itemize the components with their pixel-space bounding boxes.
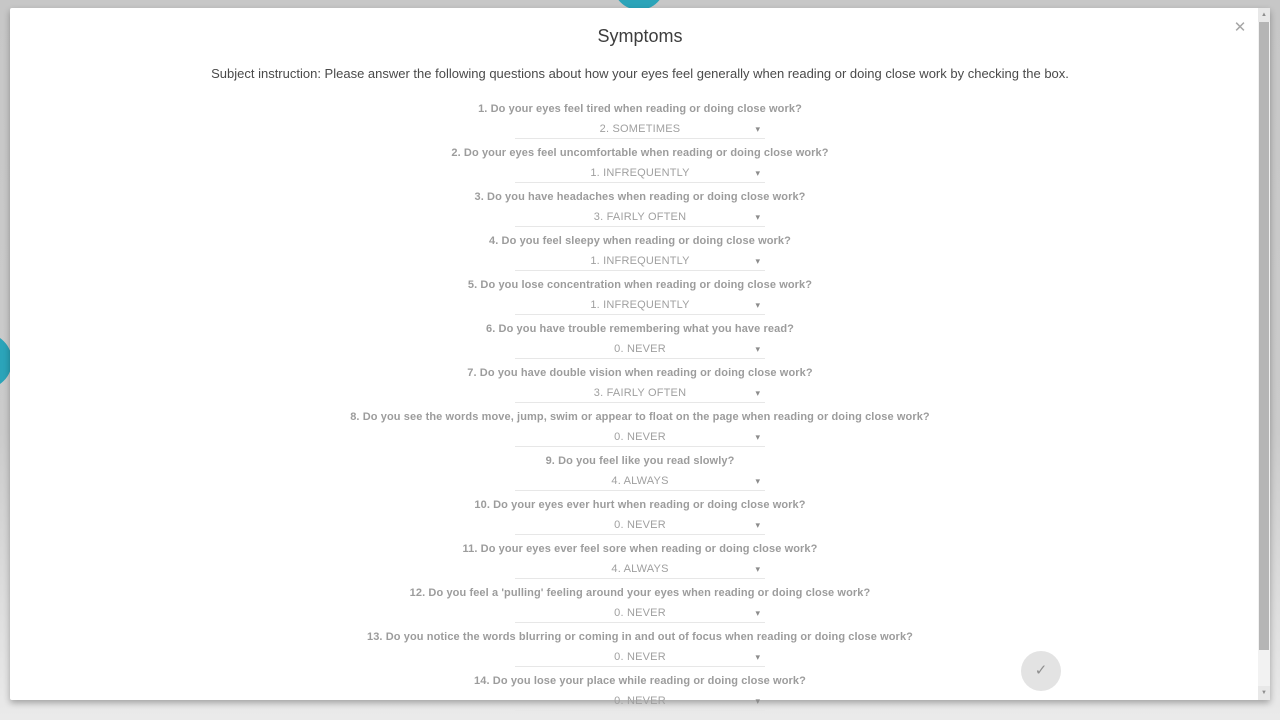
selected-option: 0. NEVER [614, 343, 666, 355]
chevron-down-icon: ▾ [755, 300, 760, 310]
question-label: 5. Do you lose concentration when reading or doing close work? [467, 279, 813, 291]
vertical-scrollbar[interactable] [1258, 8, 1270, 700]
selected-option: 1. INFREQUENTLY [590, 167, 690, 179]
question-block-2 [150, 147, 1130, 183]
symptom-select-13[interactable] [515, 648, 765, 667]
question-label: 12. Do you feel a 'pulling' feeling around your eyes when reading or doing close work? [409, 587, 871, 599]
chevron-down-icon: ▾ [755, 124, 760, 134]
selected-option: 1. INFREQUENTLY [590, 299, 690, 311]
scrollbar-thumb[interactable] [1259, 22, 1269, 650]
checkmark-icon: ✓ [1034, 662, 1048, 679]
question-block-14 [150, 675, 1130, 711]
symptom-select-12[interactable] [515, 604, 765, 623]
selected-option: 0. NEVER [614, 695, 666, 707]
subject-instruction: Subject instruction: Please answer the following questions about how your eyes feel generally when reading or doing close work by checking the box. [211, 66, 1069, 81]
chevron-down-icon: ▾ [755, 520, 760, 530]
scroll-down-icon: ▼ [1261, 690, 1267, 696]
question-label: 8. Do you see the words move, jump, swim or appear to float on the page when reading or doing close work? [350, 411, 930, 423]
selected-option: 3. FAIRLY OFTEN [593, 211, 687, 223]
question-block-8 [150, 411, 1130, 447]
question-label: 10. Do your eyes ever hurt when reading or doing close work? [474, 499, 806, 511]
question-block-5 [150, 279, 1130, 315]
symptom-select-4[interactable] [515, 252, 765, 271]
question-block-9 [150, 455, 1130, 491]
selected-option: 0. NEVER [614, 651, 666, 663]
chevron-down-icon: ▾ [755, 696, 760, 706]
confirm-button[interactable] [1021, 651, 1061, 691]
symptom-select-2[interactable] [515, 164, 765, 183]
selected-option: 3. FAIRLY OFTEN [593, 387, 687, 399]
scroll-up-button[interactable] [1258, 8, 1270, 22]
question-block-4 [150, 235, 1130, 271]
question-label: 13. Do you notice the words blurring or coming in and out of focus when reading or doing close work? [367, 631, 913, 643]
selected-option: 1. INFREQUENTLY [590, 255, 690, 267]
question-label: 9. Do you feel like you read slowly? [545, 455, 735, 467]
question-label: 7. Do you have double vision when reading or doing close work? [467, 367, 813, 379]
question-label: 4. Do you feel sleepy when reading or doing close work? [489, 235, 791, 247]
question-label: 11. Do your eyes ever feel sore when reading or doing close work? [462, 543, 818, 555]
symptom-select-14[interactable] [515, 692, 765, 711]
chevron-down-icon: ▾ [755, 168, 760, 178]
selected-option: 4. ALWAYS [611, 475, 669, 487]
symptom-select-1[interactable] [515, 120, 765, 139]
chevron-down-icon: ▾ [755, 432, 760, 442]
question-block-12 [150, 587, 1130, 623]
symptom-select-8[interactable] [515, 428, 765, 447]
chevron-down-icon: ▾ [755, 344, 760, 354]
chevron-down-icon: ▾ [755, 212, 760, 222]
question-block-11 [150, 543, 1130, 579]
selected-option: 4. ALWAYS [611, 563, 669, 575]
selected-option: 0. NEVER [614, 519, 666, 531]
scroll-up-icon: ▲ [1261, 12, 1267, 18]
question-label: 14. Do you lose your place while reading or doing close work? [474, 675, 806, 687]
question-block-3 [150, 191, 1130, 227]
close-button[interactable] [1230, 18, 1250, 38]
questions-list [150, 103, 1130, 711]
symptom-select-11[interactable] [515, 560, 765, 579]
chevron-down-icon: ▾ [755, 256, 760, 266]
close-icon: ✕ [1233, 19, 1247, 36]
dialog-title: Symptoms [597, 26, 683, 46]
symptom-select-9[interactable] [515, 472, 765, 491]
question-block-1 [150, 103, 1130, 139]
question-block-10 [150, 499, 1130, 535]
question-block-13 [150, 631, 1130, 667]
chevron-down-icon: ▾ [755, 652, 760, 662]
scroll-down-button[interactable] [1258, 686, 1270, 700]
symptom-select-3[interactable] [515, 208, 765, 227]
selected-option: 0. NEVER [614, 607, 666, 619]
question-block-7 [150, 367, 1130, 403]
symptom-select-10[interactable] [515, 516, 765, 535]
chevron-down-icon: ▾ [755, 388, 760, 398]
chevron-down-icon: ▾ [755, 608, 760, 618]
selected-option: 0. NEVER [614, 431, 666, 443]
question-label: 3. Do you have headaches when reading or doing close work? [474, 191, 806, 203]
symptom-select-7[interactable] [515, 384, 765, 403]
question-label: 1. Do your eyes feel tired when reading or doing close work? [478, 103, 802, 115]
question-block-6 [150, 323, 1130, 359]
question-label: 2. Do your eyes feel uncomfortable when reading or doing close work? [451, 147, 829, 159]
chevron-down-icon: ▾ [755, 476, 760, 486]
symptoms-dialog [10, 8, 1270, 707]
question-label: 6. Do you have trouble remembering what you have read? [486, 323, 794, 335]
chevron-down-icon: ▾ [755, 564, 760, 574]
selected-option: 2. SOMETIMES [599, 123, 681, 135]
symptom-select-5[interactable] [515, 296, 765, 315]
symptom-select-6[interactable] [515, 340, 765, 359]
